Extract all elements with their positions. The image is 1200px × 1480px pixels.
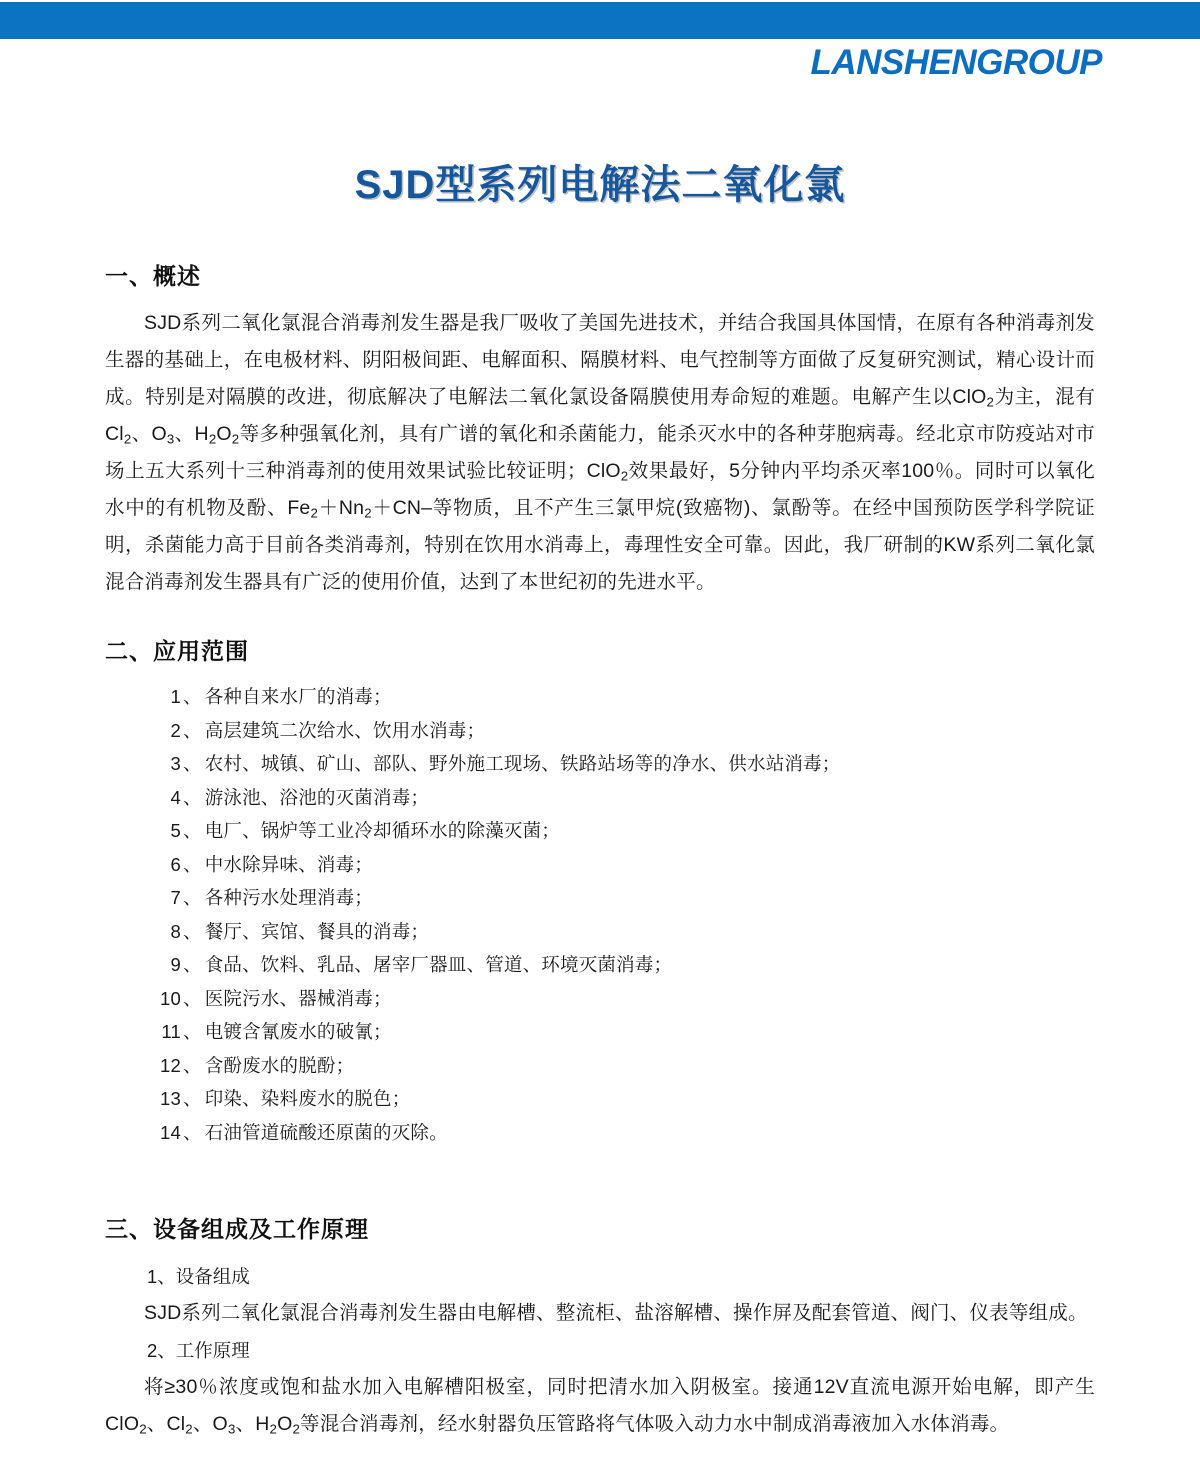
list-item-separator: 、 xyxy=(183,887,202,908)
list-item-separator: 、 xyxy=(183,719,202,741)
spacer-after-application xyxy=(105,1149,1095,1211)
list-item-number: 12 xyxy=(160,1054,181,1076)
list-item-label: 石油管道硫酸还原菌的灭除。 xyxy=(204,1121,448,1143)
overview-text-part2: 为主，混有Cl xyxy=(105,386,1095,445)
subscript-clo2-c: 2 xyxy=(139,1421,147,1437)
list-item-label: 电镀含氰废水的破氰； xyxy=(204,1021,392,1042)
list-item xyxy=(147,881,1095,915)
list-item-number: 8 xyxy=(170,920,181,942)
overview-text-part4: 、H xyxy=(174,423,209,445)
list-item xyxy=(147,1049,1095,1083)
overview-text-part7: 效果最好，5分钟内平均杀灭率100％。同时可以氧化水中的有机物及酚、Fe xyxy=(105,460,1095,519)
subscript-h2o2-h: 2 xyxy=(208,431,217,447)
list-item-label: 各种污水处理消毒； xyxy=(204,887,374,908)
overview-text-part1: SJD系列二氧化氯混合消毒剂发生器是我厂吸收了美国先进技术，并结合我国具体国情，在原有各种消毒剂发生器的基础上，在电极材料、阴阳极间距、电解面积、隔膜材料、电气控制等方面做了反复研究测试，精心设计而成。特别是对隔膜的改进，彻底解决了电解法二氧化氯设备隔膜使用寿命短的难题。电解产生以ClO xyxy=(105,312,1095,408)
overview-text-part3: 、O xyxy=(131,423,167,445)
list-item-label: 高层建筑二次给水、饮用水消毒； xyxy=(204,719,486,741)
list-item-number: 5 xyxy=(170,820,181,841)
principle-text-part2: 、Cl xyxy=(146,1413,186,1435)
principle-text-part5: O xyxy=(277,1413,293,1435)
subscript-fe2: 2 xyxy=(310,505,319,521)
section-heading-overview: 一、概述 xyxy=(105,263,201,289)
list-item-number: 10 xyxy=(160,987,181,1009)
subscript-cl2-b: 2 xyxy=(185,1421,193,1437)
subscript-o3: 3 xyxy=(166,431,175,447)
equipment-sub1-label: 1、设备组成 xyxy=(147,1266,250,1287)
list-item xyxy=(147,1116,1095,1150)
list-item-label: 农村、城镇、矿山、部队、野外施工现场、铁路站场等的净水、供水站消毒； xyxy=(204,753,841,774)
list-item-label: 餐厅、宾馆、餐具的消毒； xyxy=(204,920,430,942)
overview-text-part8: ＋Nn xyxy=(318,497,365,519)
overview-text-part6: 等多种强氧化剂，具有广谱的氧化和杀菌能力，能杀灭水中的各种芽胞病毒。经北京市防疫站对市场上五大系列十三种消毒剂的使用效果试验比较证明；ClO xyxy=(105,423,1095,482)
list-item xyxy=(147,814,1095,848)
list-item-number: 1 xyxy=(170,686,181,707)
subscript-o3-b: 3 xyxy=(227,1421,236,1437)
principle-text-part1: 将≥30％浓度或饱和盐水加入电解槽阳极室，同时把清水加入阴极室。接通12V直流电源开始电解，即产生ClO xyxy=(105,1376,1095,1435)
company-logo xyxy=(0,42,1200,84)
equipment-sub2-label: 2、工作原理 xyxy=(147,1340,250,1361)
list-item-separator: 、 xyxy=(183,853,202,875)
document-content xyxy=(105,258,1095,1443)
list-item-number: 13 xyxy=(160,1088,181,1109)
document-title: SJD型系列电解法二氧化氯 xyxy=(354,163,846,207)
list-item-separator: 、 xyxy=(183,1021,202,1042)
list-item-label: 各种自来水厂的消毒； xyxy=(204,686,392,707)
list-item xyxy=(147,915,1095,949)
application-list xyxy=(105,680,1095,1149)
list-item xyxy=(147,1082,1095,1116)
list-item-number: 4 xyxy=(170,786,181,808)
list-item-number: 7 xyxy=(170,887,181,908)
list-item-separator: 、 xyxy=(183,1121,202,1143)
list-item xyxy=(147,781,1095,815)
list-item xyxy=(147,848,1095,882)
principle-text-part4: 、H xyxy=(235,1413,270,1435)
subscript-cl2: 2 xyxy=(123,431,132,447)
list-item-number: 14 xyxy=(160,1121,181,1143)
list-item-label: 游泳池、浴池的灭菌消毒； xyxy=(204,786,430,808)
list-item-separator: 、 xyxy=(183,1054,202,1076)
section-heading-application: 二、应用范围 xyxy=(105,638,249,664)
equipment-sub2-text xyxy=(105,1369,1095,1443)
list-item-separator: 、 xyxy=(183,686,202,707)
subscript-clo2-a: 2 xyxy=(986,394,995,410)
list-item xyxy=(147,982,1095,1016)
list-item-number: 6 xyxy=(170,853,181,875)
list-item-number: 9 xyxy=(170,954,181,975)
list-item xyxy=(147,747,1095,781)
list-item-number: 3 xyxy=(170,753,181,774)
list-item-label: 食品、饮料、乳品、屠宰厂器皿、管道、环境灭菌消毒； xyxy=(204,954,673,975)
overview-text-part5: O xyxy=(216,423,232,445)
subscript-h2o2-o-b: 2 xyxy=(292,1421,301,1437)
list-item-label: 印染、染料废水的脱色； xyxy=(204,1088,411,1109)
subscript-h2o2-h-b: 2 xyxy=(269,1421,278,1437)
subscript-h2o2-o: 2 xyxy=(231,431,240,447)
list-item-separator: 、 xyxy=(183,1088,202,1109)
header-blue-bar xyxy=(0,2,1200,39)
list-item-separator: 、 xyxy=(183,920,202,942)
equipment-sub1-text: SJD系列二氧化氯混合消毒剂发生器由电解槽、整流柜、盐溶解槽、操作屏及配套管道、阀门、仪表等组成。 xyxy=(144,1302,1088,1324)
list-item-label: 电厂、锅炉等工业冷却循环水的除藻灭菌； xyxy=(204,820,561,841)
list-item-label: 医院污水、器械消毒； xyxy=(204,987,392,1009)
section-heading-equipment: 三、设备组成及工作原理 xyxy=(105,1216,369,1242)
list-item-separator: 、 xyxy=(183,786,202,808)
list-item-separator: 、 xyxy=(183,987,202,1009)
overview-text-part9: ＋CN–等物质，且不产生三氯甲烷(致癌物)、氯酚等。在经中国预防医学科学院证明，杀菌能力高于目前各类消毒剂，特别在饮用水消毒上，毒理性安全可靠。因此，我厂研制的KW系列二氧化氯混合消毒剂发生器具有广泛的使用价值，达到了本世纪初的先进水平。 xyxy=(105,497,1095,593)
overview-paragraph xyxy=(105,305,1095,601)
subscript-nn2: 2 xyxy=(364,505,372,521)
company-logo-text: LANSHENGROUP xyxy=(810,43,1102,82)
list-item xyxy=(147,1015,1095,1049)
principle-text-part6: 等混合消毒剂，经水射器负压管路将气体吸入动力水中制成消毒液加入水体消毒。 xyxy=(300,1413,1010,1435)
list-item-separator: 、 xyxy=(183,954,202,975)
list-item-separator: 、 xyxy=(183,753,202,774)
principle-text-part3: 、O xyxy=(192,1413,228,1435)
list-item-number: 2 xyxy=(170,719,181,741)
subscript-clo2-b: 2 xyxy=(620,468,629,484)
list-item-number: 11 xyxy=(161,1021,181,1042)
list-item-separator: 、 xyxy=(183,820,202,841)
spacer-after-overview xyxy=(105,601,1095,633)
list-item-label: 中水除异味、消毒； xyxy=(204,853,374,875)
list-item-label: 含酚废水的脱酚； xyxy=(204,1054,355,1076)
list-item xyxy=(147,948,1095,982)
list-item xyxy=(147,714,1095,748)
list-item xyxy=(147,680,1095,714)
